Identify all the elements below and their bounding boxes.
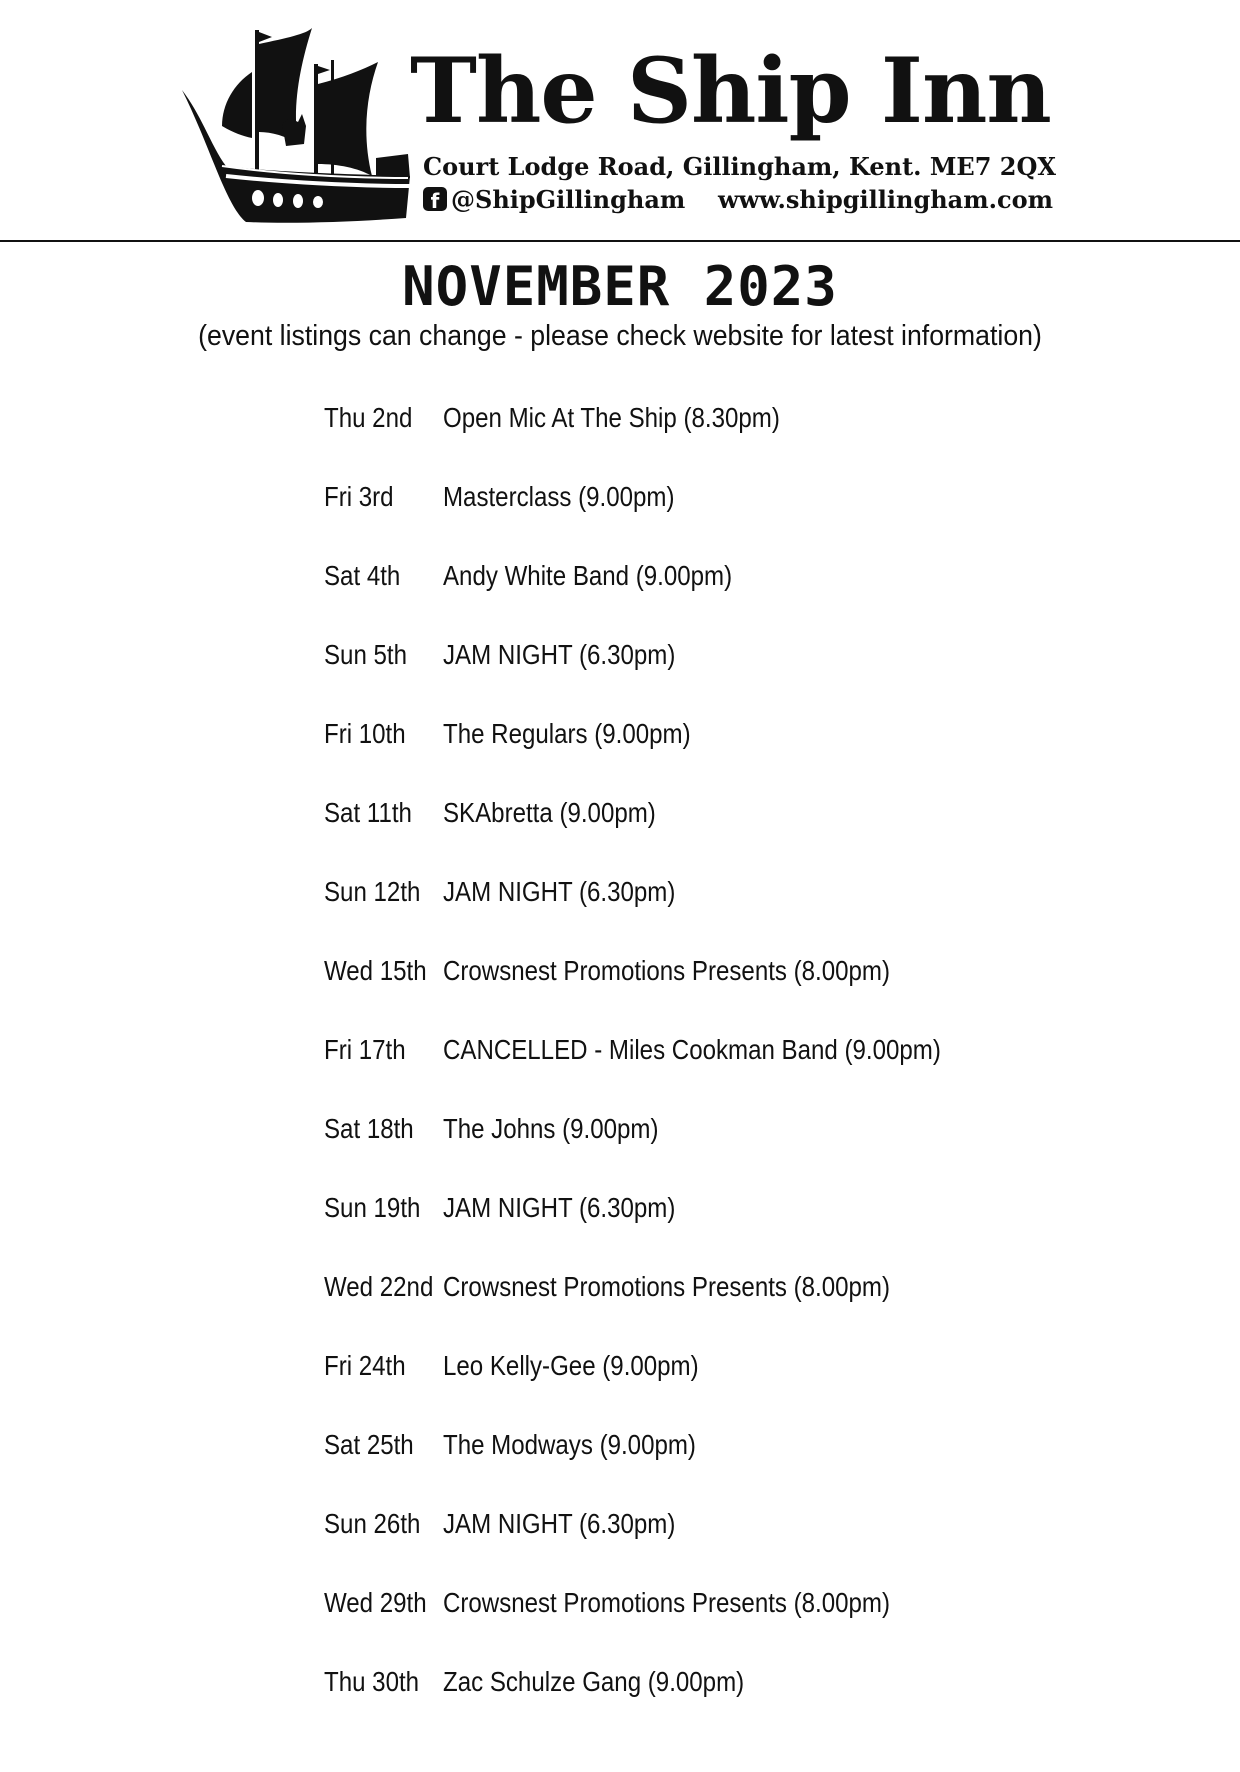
event-name: Leo Kelly-Gee (9.00pm) — [443, 1350, 699, 1381]
event-row — [324, 477, 1124, 556]
event-name: The Regulars (9.00pm) — [443, 718, 691, 749]
event-name: Open Mic At The Ship (8.30pm) — [443, 402, 780, 433]
event-date: Fri 24th — [324, 1350, 406, 1381]
venue-address: Court Lodge Road, Gillingham, Kent. ME7 2QX — [423, 152, 1056, 181]
event-row — [324, 793, 1124, 872]
website-address: www.shipgillingham.com — [717, 185, 1053, 214]
event-name: Zac Schulze Gang (9.00pm) — [443, 1666, 745, 1697]
event-row — [324, 556, 1124, 635]
event-name: Crowsnest Promotions Presents (8.00pm) — [443, 1271, 890, 1302]
page-header — [0, 0, 1240, 240]
event-row — [324, 1188, 1124, 1267]
event-name: SKAbretta (9.00pm) — [443, 797, 656, 828]
event-name: JAM NIGHT (6.30pm) — [443, 1508, 676, 1539]
month-title: NOVEMBER 2023 — [402, 255, 838, 318]
event-date: Wed 15th — [324, 955, 427, 986]
event-name: CANCELLED - Miles Cookman Band (9.00pm) — [443, 1034, 941, 1065]
event-date: Sun 5th — [324, 639, 408, 670]
event-date: Sat 18th — [324, 1113, 414, 1144]
facebook-icon: f — [423, 187, 447, 211]
facebook-handle: @ShipGillingham — [451, 185, 686, 214]
event-name: Masterclass (9.00pm) — [443, 481, 675, 512]
event-row — [324, 398, 1124, 477]
event-name: The Modways (9.00pm) — [443, 1429, 696, 1460]
event-date: Fri 3rd — [324, 481, 394, 512]
event-date: Sat 25th — [324, 1429, 414, 1460]
event-name: JAM NIGHT (6.30pm) — [443, 876, 676, 907]
event-row — [324, 714, 1124, 793]
event-name: Andy White Band (9.00pm) — [443, 560, 733, 591]
event-row — [324, 951, 1124, 1030]
event-row — [324, 1109, 1124, 1188]
event-row — [324, 1346, 1124, 1425]
event-row — [324, 1504, 1124, 1583]
sailing-ship-icon — [182, 26, 410, 224]
event-name: The Johns (9.00pm) — [443, 1113, 659, 1144]
event-list — [324, 398, 1124, 1741]
event-date: Fri 17th — [324, 1034, 406, 1065]
contact-row — [423, 184, 1063, 216]
event-name: JAM NIGHT (6.30pm) — [443, 1192, 676, 1223]
event-date: Wed 22nd — [324, 1271, 434, 1302]
event-row — [324, 1583, 1124, 1662]
event-date: Sat 11th — [324, 797, 412, 828]
venue-name: The Ship Inn — [410, 38, 1051, 144]
event-row — [324, 872, 1124, 951]
listing-disclaimer: (event listings can change - please check website for latest information) — [198, 320, 1042, 352]
event-date: Wed 29th — [324, 1587, 427, 1618]
event-row — [324, 1425, 1124, 1504]
event-row — [324, 635, 1124, 714]
header-divider — [0, 240, 1240, 242]
event-date: Sun 19th — [324, 1192, 421, 1223]
event-name: JAM NIGHT (6.30pm) — [443, 639, 676, 670]
event-name: Crowsnest Promotions Presents (8.00pm) — [443, 955, 890, 986]
event-row — [324, 1030, 1124, 1109]
event-date: Thu 2nd — [324, 402, 413, 433]
event-date: Sun 26th — [324, 1508, 421, 1539]
event-row — [324, 1267, 1124, 1346]
event-date: Thu 30th — [324, 1666, 420, 1697]
event-date: Fri 10th — [324, 718, 406, 749]
event-date: Sat 4th — [324, 560, 401, 591]
event-date: Sun 12th — [324, 876, 421, 907]
event-row — [324, 1662, 1124, 1741]
event-name: Crowsnest Promotions Presents (8.00pm) — [443, 1587, 890, 1618]
